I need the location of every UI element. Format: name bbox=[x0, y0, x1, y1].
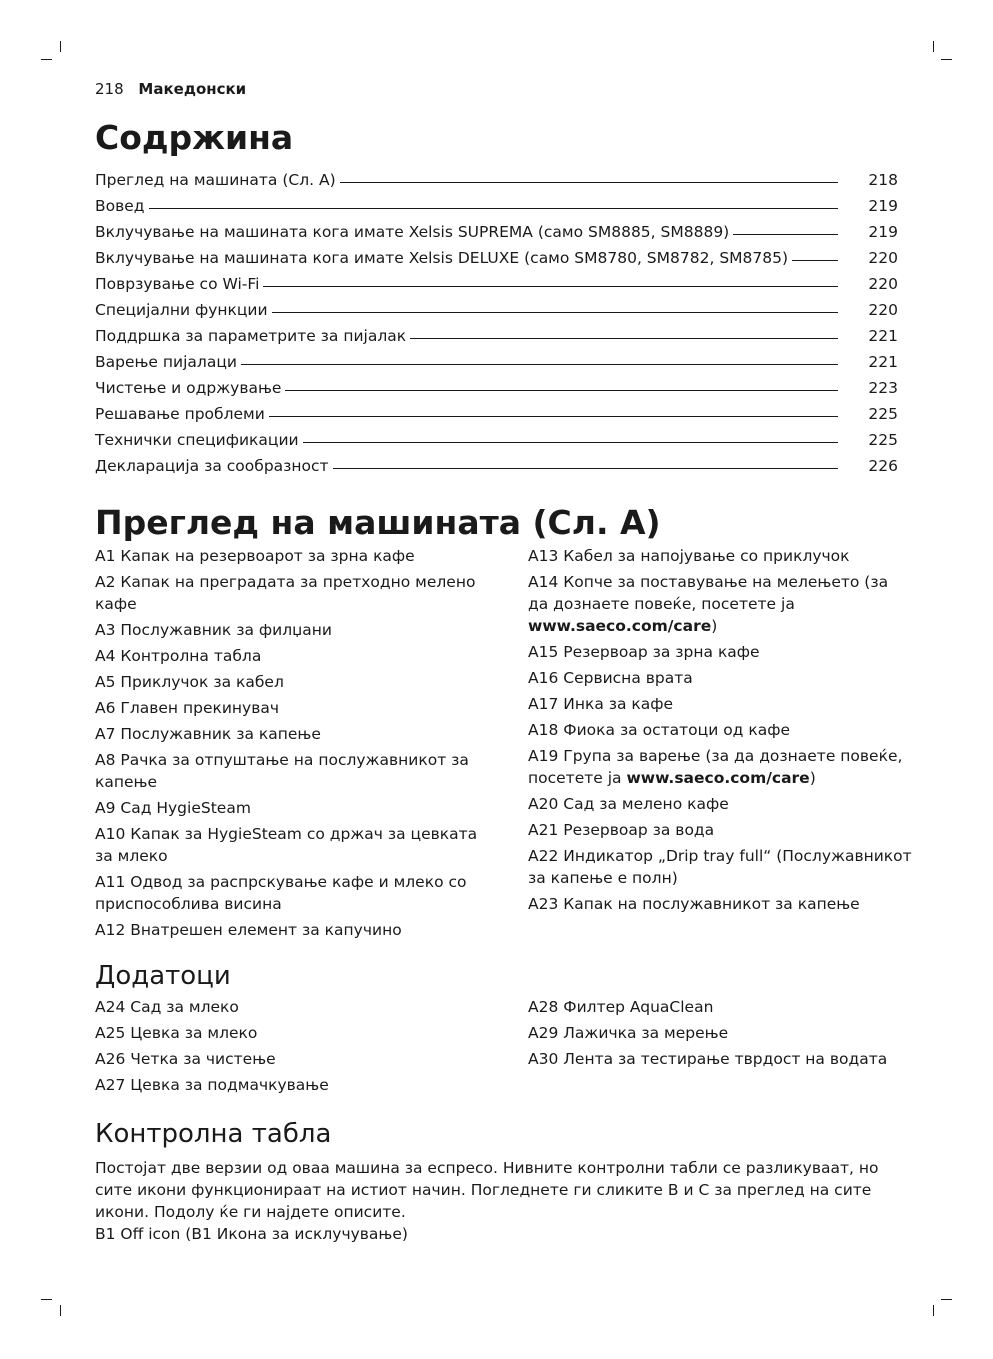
list-item-text: A18 Фиока за остатоци од кафе bbox=[528, 721, 790, 739]
control-panel-heading: Контролна табла bbox=[95, 1119, 332, 1149]
list-item-text: A20 Сад за мелено кафе bbox=[528, 795, 729, 813]
list-item bbox=[95, 919, 480, 941]
toc-entry[interactable] bbox=[95, 397, 898, 423]
toc-leader-line bbox=[263, 286, 838, 287]
list-item-text: A9 Сад HygieSteam bbox=[95, 799, 251, 817]
list-item-text: A19 Група за варење (за да дознаете повеќе, посетете ја bbox=[528, 747, 903, 787]
list-item bbox=[95, 1074, 480, 1096]
list-item bbox=[95, 723, 480, 745]
toc-leader-line bbox=[792, 260, 838, 261]
list-item-text: A28 Филтер AquaClean bbox=[528, 998, 714, 1016]
toc-entry-page: 226 bbox=[868, 457, 898, 475]
toc-leader-line bbox=[269, 416, 838, 417]
toc-leader-line bbox=[241, 364, 838, 365]
web-link[interactable]: www.saeco.com/care bbox=[528, 617, 712, 635]
list-item-text: A14 Копче за поставување на мелењето (за да дознаете повеќе, посетете ја bbox=[528, 573, 889, 613]
toc-entry-title: Специјални функции bbox=[95, 301, 268, 319]
toc-entry-title: Поддршка за параметрите за пијалак bbox=[95, 327, 407, 345]
list-item bbox=[528, 845, 913, 889]
toc-entry-title: Декларација за сообразност bbox=[95, 457, 329, 475]
list-item-text: A17 Инка за кафе bbox=[528, 695, 674, 713]
list-item-text: A2 Капак на преградата за претходно мелено кафе bbox=[95, 573, 476, 613]
list-item bbox=[95, 871, 480, 915]
page-header bbox=[95, 80, 246, 98]
toc-leader-line bbox=[285, 390, 838, 391]
list-item-text: A13 Кабел за напојување со приклучок bbox=[528, 547, 850, 565]
toc-leader-line bbox=[149, 208, 838, 209]
toc-entry-page: 219 bbox=[868, 197, 898, 215]
toc-entry-title: Преглед на машината (Сл. A) bbox=[95, 171, 336, 189]
list-item bbox=[528, 793, 913, 815]
list-item bbox=[528, 1048, 913, 1070]
toc-leader-line bbox=[333, 468, 838, 469]
toc-entry-title: Поврзување со Wi-Fi bbox=[95, 275, 260, 293]
toc-entry-title: Чистење и одржување bbox=[95, 379, 282, 397]
toc-entry[interactable] bbox=[95, 241, 898, 267]
toc-entry-page: 221 bbox=[868, 353, 898, 371]
list-item-text: A5 Приклучок за кабел bbox=[95, 673, 284, 691]
toc-entry[interactable] bbox=[95, 371, 898, 397]
accessories-right-column bbox=[528, 996, 913, 1074]
toc-entry[interactable] bbox=[95, 189, 898, 215]
toc-leader-line bbox=[410, 338, 838, 339]
toc-entry-title: Варење пијалаци bbox=[95, 353, 237, 371]
toc-entry-title: Технички спецификации bbox=[95, 431, 299, 449]
list-item bbox=[95, 619, 480, 641]
list-item bbox=[528, 996, 913, 1018]
crop-mark bbox=[941, 59, 952, 60]
toc-entry-page: 220 bbox=[868, 301, 898, 319]
list-item bbox=[528, 693, 913, 715]
toc-entry-page: 221 bbox=[868, 327, 898, 345]
toc-entry[interactable] bbox=[95, 423, 898, 449]
toc-entry[interactable] bbox=[95, 319, 898, 345]
list-item-text: A25 Цевка за млеко bbox=[95, 1024, 258, 1042]
toc-entry[interactable] bbox=[95, 449, 898, 475]
list-item-text: A1 Капак на резервоарот за зрна кафе bbox=[95, 547, 415, 565]
crop-mark bbox=[41, 1299, 52, 1300]
list-item bbox=[95, 545, 480, 567]
accessories-heading: Додатоци bbox=[95, 961, 231, 991]
list-item-text: A10 Капак за HygieSteam со држач за цевката за млеко bbox=[95, 825, 478, 865]
list-item-text: A4 Контролна табла bbox=[95, 647, 262, 665]
list-item-text: A21 Резервоар за вода bbox=[528, 821, 715, 839]
toc-entry-page: 218 bbox=[868, 171, 898, 189]
overview-right-column bbox=[528, 545, 913, 919]
page-number: 218 bbox=[95, 80, 124, 98]
list-item bbox=[95, 797, 480, 819]
toc-entry-page: 220 bbox=[868, 275, 898, 293]
crop-mark bbox=[941, 1299, 952, 1300]
toc-leader-line bbox=[340, 182, 838, 183]
control-panel-line: B1 Off icon (B1 Икона за исклучување) bbox=[95, 1225, 408, 1243]
toc-entry-title: Решавање проблеми bbox=[95, 405, 265, 423]
toc-entry[interactable] bbox=[95, 215, 898, 241]
list-item-text: A7 Послужавник за капење bbox=[95, 725, 321, 743]
list-item-text: A27 Цевка за подмачкување bbox=[95, 1076, 329, 1094]
overview-heading: Преглед на машината (Сл. A) bbox=[95, 503, 661, 542]
list-item-text: A24 Сад за млеко bbox=[95, 998, 239, 1016]
toc-entry-title: Вовед bbox=[95, 197, 145, 215]
toc-entry[interactable] bbox=[95, 345, 898, 371]
list-item bbox=[95, 571, 480, 615]
list-item bbox=[95, 671, 480, 693]
list-item bbox=[95, 697, 480, 719]
list-item bbox=[95, 1048, 480, 1070]
list-item-text: A30 Лента за тестирање тврдост на водата bbox=[528, 1050, 888, 1068]
crop-mark bbox=[933, 1305, 934, 1316]
list-item bbox=[528, 1022, 913, 1044]
accessories-left-column bbox=[95, 996, 480, 1100]
crop-mark bbox=[60, 41, 61, 52]
list-item bbox=[528, 819, 913, 841]
toc-entry[interactable] bbox=[95, 293, 898, 319]
crop-mark bbox=[60, 1305, 61, 1316]
toc-entry-title: Вклучување на машината кога имате Xelsis SUPREMA (само SM8885, SM8889) bbox=[95, 223, 730, 241]
list-item-suffix: ) bbox=[711, 617, 718, 635]
list-item-text: A11 Одвод за распрскување кафе и млеко со приспособлива висина bbox=[95, 873, 467, 913]
list-item bbox=[528, 667, 913, 689]
list-item bbox=[528, 745, 913, 789]
list-item-text: A8 Рачка за отпуштање на послужавникот за капење bbox=[95, 751, 469, 791]
list-item-text: A26 Четка за чистење bbox=[95, 1050, 276, 1068]
list-item bbox=[528, 641, 913, 663]
control-panel-text bbox=[95, 1157, 895, 1245]
crop-mark bbox=[41, 59, 52, 60]
list-item bbox=[95, 1022, 480, 1044]
toc-leader-line bbox=[733, 234, 838, 235]
toc-entry-title: Вклучување на машината кога имате Xelsis DELUXE (само SM8780, SM8782, SM8785) bbox=[95, 249, 789, 267]
language-label: Македонски bbox=[138, 80, 247, 98]
toc-entry[interactable] bbox=[95, 163, 898, 189]
list-item-text: A15 Резервоар за зрна кафе bbox=[528, 643, 760, 661]
list-item bbox=[95, 749, 480, 793]
list-item-text: A6 Главен прекинувач bbox=[95, 699, 280, 717]
web-link[interactable]: www.saeco.com/care bbox=[626, 769, 810, 787]
list-item-text: A16 Сервисна врата bbox=[528, 669, 693, 687]
control-panel-paragraph: Постојат две верзии од оваа машина за еспресо. Нивните контролни табли се разликуваат, но сите икони функционираат на истиот начин. Погледнете ги сликите B и C за преглед на сите икони. Подолу ќе ги најдете описите. bbox=[95, 1159, 879, 1221]
list-item-text: A22 Индикатор „Drip tray full“ (Послужавникот за капење е полн) bbox=[528, 847, 912, 887]
crop-mark bbox=[933, 41, 934, 52]
list-item bbox=[528, 719, 913, 741]
toc-entry-page: 225 bbox=[868, 405, 898, 423]
toc-heading: Содржина bbox=[95, 118, 294, 157]
list-item-suffix: ) bbox=[809, 769, 816, 787]
list-item bbox=[95, 996, 480, 1018]
list-item bbox=[528, 571, 913, 637]
overview-left-column bbox=[95, 545, 480, 945]
toc-leader-line bbox=[303, 442, 838, 443]
toc-leader-line bbox=[272, 312, 838, 313]
list-item-text: A29 Лажичка за мерење bbox=[528, 1024, 729, 1042]
list-item bbox=[528, 545, 913, 567]
list-item-text: A12 Внатрешен елемент за капучино bbox=[95, 921, 402, 939]
list-item-text: A23 Капак на послужавникот за капење bbox=[528, 895, 860, 913]
toc-entry-page: 219 bbox=[868, 223, 898, 241]
toc-entry-page: 225 bbox=[868, 431, 898, 449]
toc-entry-page: 220 bbox=[868, 249, 898, 267]
toc-entry[interactable] bbox=[95, 267, 898, 293]
list-item bbox=[95, 823, 480, 867]
list-item-text: A3 Послужавник за филџани bbox=[95, 621, 332, 639]
list-item bbox=[528, 893, 913, 915]
list-item bbox=[95, 645, 480, 667]
table-of-contents bbox=[95, 163, 898, 475]
toc-entry-page: 223 bbox=[868, 379, 898, 397]
